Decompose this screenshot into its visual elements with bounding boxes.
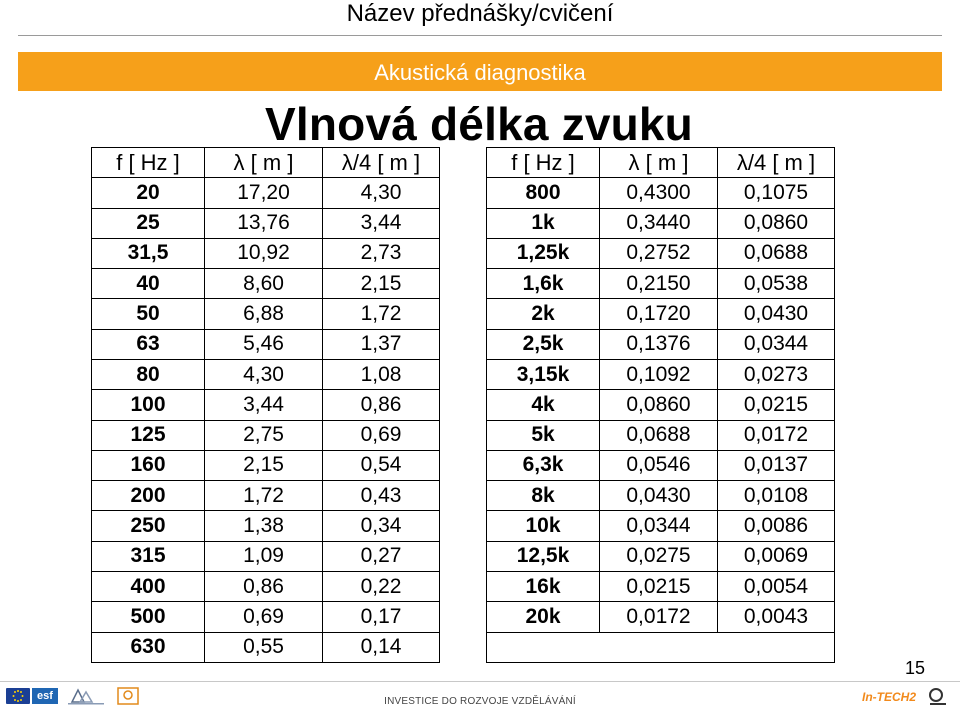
frequency-cell: 25	[92, 208, 205, 238]
wavelength-cell: 0,0546	[600, 450, 718, 480]
header-title: Název přednášky/cvičení	[346, 0, 614, 27]
header-divider	[18, 35, 942, 36]
wavelength-cell: 8,60	[205, 269, 323, 299]
quarter-wavelength-cell: 0,69	[323, 420, 440, 450]
wavelength-cell: 0,0344	[600, 511, 718, 541]
table-row	[92, 541, 440, 571]
column-header: λ [ m ]	[205, 148, 323, 178]
table-row	[92, 450, 440, 480]
frequency-cell: 2,5k	[487, 329, 600, 359]
table-row	[487, 238, 835, 268]
quarter-wavelength-cell: 0,54	[323, 450, 440, 480]
quarter-wavelength-cell: 1,72	[323, 299, 440, 329]
table-row	[487, 329, 835, 359]
frequency-cell: 400	[92, 571, 205, 601]
footer-divider	[0, 681, 960, 682]
frequency-cell: 1,25k	[487, 238, 600, 268]
frequency-cell: 125	[92, 420, 205, 450]
quarter-wavelength-cell: 0,0215	[718, 390, 835, 420]
table-row	[487, 450, 835, 480]
wavelength-cell: 0,1720	[600, 299, 718, 329]
wavelength-cell: 5,46	[205, 329, 323, 359]
frequency-cell: 250	[92, 511, 205, 541]
wavelength-cell: 0,0860	[600, 390, 718, 420]
table-row	[92, 571, 440, 601]
table-row	[92, 359, 440, 389]
quarter-wavelength-cell: 2,73	[323, 238, 440, 268]
table-row	[487, 359, 835, 389]
quarter-wavelength-cell: 0,0137	[718, 450, 835, 480]
wavelength-cell: 0,2150	[600, 269, 718, 299]
frequency-cell: 2k	[487, 299, 600, 329]
quarter-wavelength-cell: 0,0043	[718, 602, 835, 632]
wavelength-cell: 17,20	[205, 178, 323, 208]
frequency-cell: 10k	[487, 511, 600, 541]
banner-text: Akustická diagnostika	[374, 60, 586, 85]
frequency-cell: 63	[92, 329, 205, 359]
wavelength-cell: 10,92	[205, 238, 323, 268]
frequency-cell: 40	[92, 269, 205, 299]
wavelength-cell: 1,09	[205, 541, 323, 571]
quarter-wavelength-cell: 0,0344	[718, 329, 835, 359]
banner	[18, 52, 942, 91]
wavelength-cell: 13,76	[205, 208, 323, 238]
wavelength-cell: 0,0688	[600, 420, 718, 450]
wavelength-cell: 0,3440	[600, 208, 718, 238]
quarter-wavelength-cell: 0,0430	[718, 299, 835, 329]
page-number: 15	[905, 658, 926, 678]
quarter-wavelength-cell: 0,0069	[718, 541, 835, 571]
table-row	[487, 178, 835, 208]
wavelength-cell: 0,55	[205, 632, 323, 663]
footer-text: INVESTICE DO ROZVOJE VZDĚLÁVÁNÍ	[384, 696, 576, 707]
frequency-cell: 16k	[487, 571, 600, 601]
column-header: f [ Hz ]	[92, 148, 205, 178]
frequency-cell: 100	[92, 390, 205, 420]
wavelength-cell: 0,0275	[600, 541, 718, 571]
intech-logo-text: In-TECH2	[862, 690, 916, 704]
intech-logo	[860, 686, 950, 708]
quarter-wavelength-cell: 0,0108	[718, 481, 835, 511]
table-row	[92, 511, 440, 541]
quarter-wavelength-cell: 0,0538	[718, 269, 835, 299]
frequency-cell: 20	[92, 178, 205, 208]
wavelength-cell: 0,86	[205, 571, 323, 601]
wavelength-cell: 0,4300	[600, 178, 718, 208]
quarter-wavelength-cell: 0,14	[323, 632, 440, 663]
wavelength-cell: 0,2752	[600, 238, 718, 268]
table-row	[92, 329, 440, 359]
table-row	[487, 541, 835, 571]
wavelength-cell: 0,1092	[600, 359, 718, 389]
quarter-wavelength-cell: 0,43	[323, 481, 440, 511]
table-row	[487, 269, 835, 299]
table-row	[487, 571, 835, 601]
frequency-cell: 5k	[487, 420, 600, 450]
table-row	[92, 269, 440, 299]
quarter-wavelength-cell: 0,22	[323, 571, 440, 601]
header-row-left	[92, 148, 440, 178]
table-row	[92, 178, 440, 208]
quarter-wavelength-cell: 3,44	[323, 208, 440, 238]
frequency-cell: 6,3k	[487, 450, 600, 480]
table-row	[92, 208, 440, 238]
frequency-cell: 8k	[487, 481, 600, 511]
quarter-wavelength-cell: 0,0086	[718, 511, 835, 541]
wavelength-cell: 4,30	[205, 359, 323, 389]
frequency-cell: 31,5	[92, 238, 205, 268]
quarter-wavelength-cell: 0,27	[323, 541, 440, 571]
quarter-wavelength-cell: 0,0273	[718, 359, 835, 389]
frequency-cell: 3,15k	[487, 359, 600, 389]
table-row	[92, 632, 440, 663]
quarter-wavelength-cell: 0,1075	[718, 178, 835, 208]
frequency-cell: 500	[92, 602, 205, 632]
column-header: λ/4 [ m ]	[323, 148, 440, 178]
wavelength-cell: 2,15	[205, 450, 323, 480]
esf-logo: esf	[32, 688, 58, 704]
table-row	[487, 208, 835, 238]
frequency-cell: 20k	[487, 602, 600, 632]
table-row	[92, 238, 440, 268]
frequency-cell: 200	[92, 481, 205, 511]
table-row	[487, 390, 835, 420]
wavelength-cell: 1,38	[205, 511, 323, 541]
wavelength-cell: 3,44	[205, 390, 323, 420]
empty-row	[487, 632, 835, 663]
quarter-wavelength-cell: 0,0688	[718, 238, 835, 268]
frequency-cell: 4k	[487, 390, 600, 420]
frequency-cell: 80	[92, 359, 205, 389]
slide-title: Vlnová délka zvuku	[265, 98, 693, 150]
quarter-wavelength-cell: 0,86	[323, 390, 440, 420]
quarter-wavelength-cell: 0,0860	[718, 208, 835, 238]
quarter-wavelength-cell: 0,34	[323, 511, 440, 541]
wavelength-cell: 0,69	[205, 602, 323, 632]
wavelength-cell: 1,72	[205, 481, 323, 511]
quarter-wavelength-cell: 0,17	[323, 602, 440, 632]
frequency-cell: 630	[92, 632, 205, 663]
frequency-cell: 160	[92, 450, 205, 480]
quarter-wavelength-cell: 1,08	[323, 359, 440, 389]
table-row	[487, 299, 835, 329]
wavelength-cell: 6,88	[205, 299, 323, 329]
quarter-wavelength-cell: 2,15	[323, 269, 440, 299]
column-header: λ/4 [ m ]	[718, 148, 835, 178]
frequency-cell: 50	[92, 299, 205, 329]
quarter-wavelength-cell: 0,0172	[718, 420, 835, 450]
quarter-wavelength-cell: 1,37	[323, 329, 440, 359]
wavelength-cell: 0,0215	[600, 571, 718, 601]
wavelength-table-right	[486, 147, 835, 663]
table-row	[92, 602, 440, 632]
frequency-cell: 800	[487, 178, 600, 208]
wavelength-cell: 0,1376	[600, 329, 718, 359]
table-row	[92, 390, 440, 420]
wavelength-cell: 0,0430	[600, 481, 718, 511]
table-row	[92, 299, 440, 329]
table-row	[92, 481, 440, 511]
column-header: λ [ m ]	[600, 148, 718, 178]
table-row	[487, 420, 835, 450]
frequency-cell: 12,5k	[487, 541, 600, 571]
empty-cell	[487, 632, 835, 663]
wavelength-cell: 2,75	[205, 420, 323, 450]
header-row-right	[487, 148, 835, 178]
quarter-wavelength-cell: 0,0054	[718, 571, 835, 601]
table-row	[92, 420, 440, 450]
table-row	[487, 511, 835, 541]
wavelength-table-left	[91, 147, 440, 663]
frequency-cell: 1,6k	[487, 269, 600, 299]
quarter-wavelength-cell: 4,30	[323, 178, 440, 208]
wavelength-cell: 0,0172	[600, 602, 718, 632]
frequency-cell: 1k	[487, 208, 600, 238]
table-row	[487, 481, 835, 511]
table-row	[487, 602, 835, 632]
column-header: f [ Hz ]	[487, 148, 600, 178]
frequency-cell: 315	[92, 541, 205, 571]
